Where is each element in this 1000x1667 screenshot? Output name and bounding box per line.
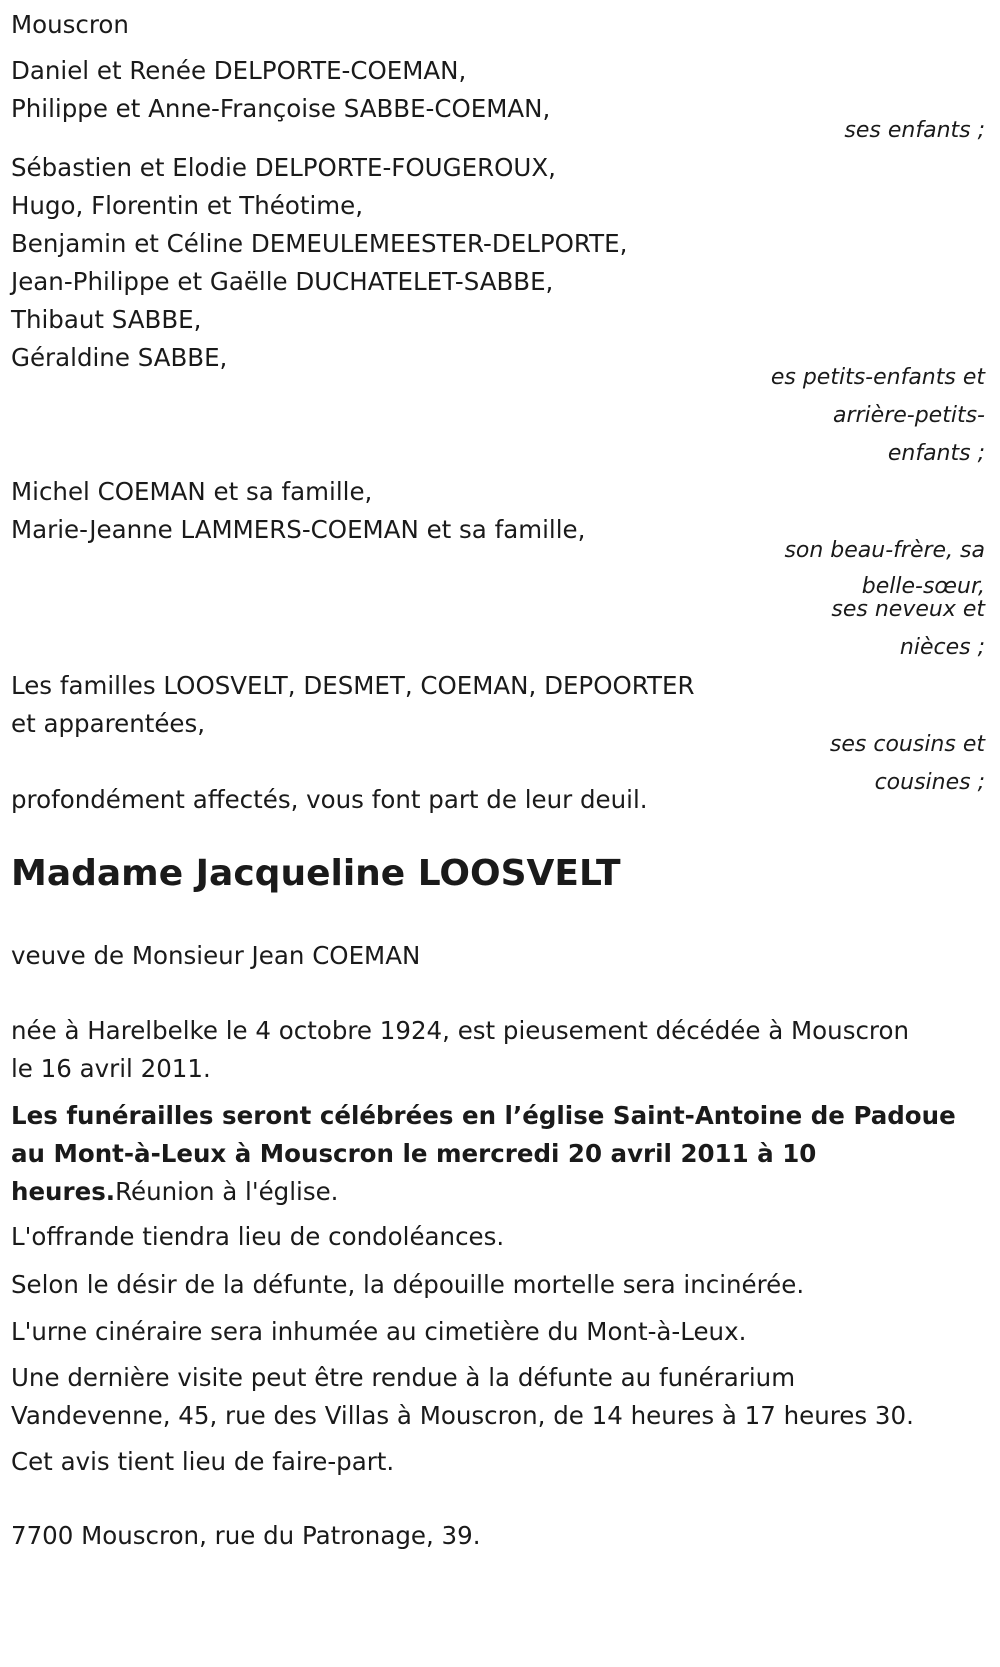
- note-line: Selon le désir de la défunte, la dépouille mortelle sera incinérée.: [11, 1270, 805, 1299]
- grandchildren-line: Benjamin et Céline DEMEULEMEESTER-DELPORTE,: [11, 229, 628, 258]
- address-line: 7700 Mouscron, rue du Patronage, 39.: [11, 1521, 481, 1550]
- grandchildren-relation-label: es petits-enfants et: [770, 365, 985, 390]
- inlaws-line: Marie-Jeanne LAMMERS-COEMAN et sa famille,: [11, 515, 586, 544]
- children-line: Daniel et Renée DELPORTE-COEMAN,: [11, 56, 467, 85]
- children-relation-label: ses enfants ;: [844, 118, 985, 143]
- family-closing-line: profondément affectés, vous font part de leur deuil.: [11, 785, 648, 814]
- inlaws-relation-label: nièces ;: [899, 635, 985, 660]
- inlaws-relation-label: ses neveux et: [831, 597, 985, 622]
- inlaws-relation-label: son beau-frère, sa: [784, 538, 985, 563]
- children-line: Philippe et Anne-Françoise SABBE-COEMAN,: [11, 94, 551, 123]
- birth-death-line: le 16 avril 2011.: [11, 1054, 211, 1083]
- grandchildren-line: Sébastien et Elodie DELPORTE-FOUGEROUX,: [11, 153, 556, 182]
- funeral-info-line: Les funérailles seront célébrées en l’église Saint-Antoine de Padoue: [11, 1101, 956, 1130]
- funeral-gathering-text: Réunion à l'église.: [115, 1177, 339, 1206]
- grandchildren-relation-label: enfants ;: [887, 441, 985, 466]
- grandchildren-line: Jean-Philippe et Gaëlle DUCHATELET-SABBE,: [11, 267, 554, 296]
- faire-part-line: Cet avis tient lieu de faire-part.: [11, 1447, 395, 1476]
- grandchildren-line: Géraldine SABBE,: [11, 343, 228, 372]
- visit-line: Une dernière visite peut être rendue à la défunte au funérarium: [11, 1363, 796, 1392]
- grandchildren-line: Thibaut SABBE,: [11, 305, 202, 334]
- funeral-hours-bold: heures.: [11, 1177, 116, 1206]
- widow-of-line: veuve de Monsieur Jean COEMAN: [11, 941, 421, 970]
- city-heading: Mouscron: [11, 10, 129, 39]
- deceased-name: Madame Jacqueline LOOSVELT: [11, 853, 621, 894]
- funeral-info-final-line: [11, 1177, 338, 1207]
- inlaws-line: Michel COEMAN et sa famille,: [11, 477, 373, 506]
- grandchildren-line: Hugo, Florentin et Théotime,: [11, 191, 363, 220]
- families-relation-label: cousines ;: [874, 770, 985, 795]
- families-relation-label: ses cousins et: [829, 732, 985, 757]
- birth-death-line: née à Harelbelke le 4 octobre 1924, est pieusement décédée à Mouscron: [11, 1016, 909, 1045]
- note-line: L'offrande tiendra lieu de condoléances.: [11, 1222, 505, 1251]
- grandchildren-relation-label: arrière-petits-: [832, 403, 985, 428]
- families-line: Les familles LOOSVELT, DESMET, COEMAN, DEPOORTER: [11, 671, 695, 700]
- families-line: et apparentées,: [11, 709, 206, 738]
- visit-line: Vandevenne, 45, rue des Villas à Mouscron, de 14 heures à 17 heures 30.: [11, 1401, 914, 1430]
- funeral-info-line: au Mont-à-Leux à Mouscron le mercredi 20 avril 2011 à 10: [11, 1139, 817, 1168]
- inlaws-relation-label: belle-sœur,: [861, 574, 985, 599]
- note-line: L'urne cinéraire sera inhumée au cimetière du Mont-à-Leux.: [11, 1317, 747, 1346]
